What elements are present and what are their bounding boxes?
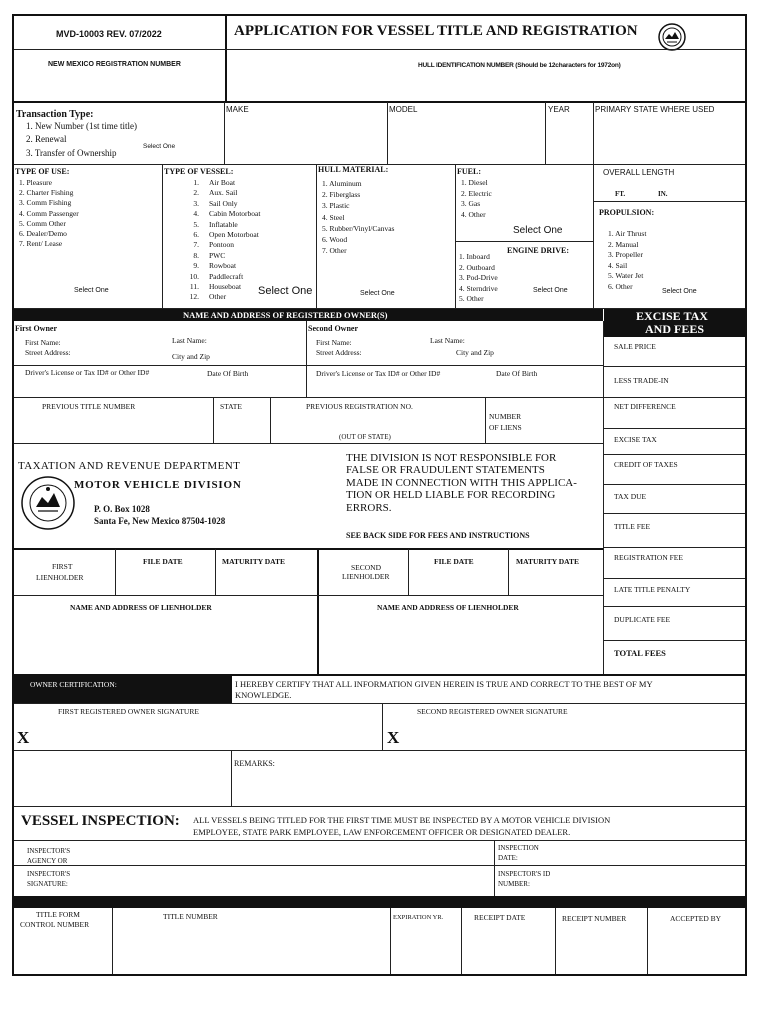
list-item[interactable]: 2. Charter Fishing [19,188,74,198]
taxation-department: TAXATION AND REVENUE DEPARTMENT [18,460,241,472]
list-item[interactable]: 4. Sail [608,260,628,270]
list-item[interactable]: 4. Other [461,209,486,219]
list-item[interactable]: PWC [209,250,226,260]
certification-text-1: I HEREBY CERTIFY THAT ALL INFORMATION GIVEN HEREIN IS TRUE AND CORRECT TO THE BEST OF MY [235,679,653,689]
list-item[interactable]: Paddlecraft [209,271,244,281]
sale-price-label[interactable]: SALE PRICE [614,342,656,351]
owner-certification-label: OWNER CERTIFICATION: [30,680,117,689]
see-back-side: SEE BACK SIDE FOR FEES AND INSTRUCTIONS [346,531,530,540]
duplicate-fee-label[interactable]: DUPLICATE FEE [614,615,671,624]
length-ft-label: FT. [615,190,626,198]
list-item[interactable]: Sail Only [209,198,238,208]
remarks-label[interactable]: REMARKS: [234,759,275,768]
primary-state-label: PRIMARY STATE WHERE USED [595,105,715,114]
title-number-label: TITLE NUMBER [163,912,218,921]
accepted-by-label: ACCEPTED BY [670,914,722,923]
liability-notice: THE DIVISION IS NOT RESPONSIBLE FOR FALSE OR FRAUDULENT STATEMENTS MADE IN CONNECTION WITH THIS APPLICA- TION OR HELD LIABLE FOR RECORDING ERRORS. [346,452,577,514]
late-title-penalty-label[interactable]: LATE TITLE PENALTY [614,585,691,594]
transaction-select[interactable]: Select One [143,143,176,150]
type-of-use-select[interactable]: Select One [74,287,109,294]
number-of-liens-1: NUMBER [489,412,522,421]
list-item[interactable]: 3. Pod-Drive [459,273,498,282]
first-signature-x[interactable]: X [17,728,30,747]
tax-due-label[interactable]: TAX DUE [614,492,647,501]
first-owner-first-name[interactable]: First Name: [25,338,61,347]
first-owner-title: First Owner [15,324,57,333]
type-of-vessel-numbers: 1. 2. 3. 4. 5. 6. 7. 8. 9. 10. 11. 12. [189,178,199,302]
excise-tax-label[interactable]: EXCISE TAX [614,435,657,444]
number-of-liens-2: OF LIENS [489,423,522,432]
list-item[interactable]: Inflatable [209,219,238,229]
hull-material-list [322,178,394,256]
first-file-date-label: FILE DATE [143,557,183,566]
control-number-label: CONTROL NUMBER [20,920,90,929]
total-fees-label[interactable]: TOTAL FEES [614,648,666,658]
title-fee-label[interactable]: TITLE FEE [614,522,651,531]
less-trade-in-label[interactable]: LESS TRADE-IN [614,376,669,385]
hull-material-label: HULL MATERIAL: [318,165,389,174]
expiration-year-label: EXPIRATION YR. [393,914,444,921]
transaction-option-3[interactable]: 3. Transfer of Ownership [26,148,117,158]
type-of-vessel-list [209,178,260,303]
list-item[interactable]: 3. Comm Fishing [19,198,72,208]
list-item[interactable]: 3. Propeller [608,250,643,260]
second-owner-last-name[interactable]: Last Name: [430,336,465,345]
second-owner-dob[interactable]: Date Of Birth [496,369,538,378]
second-owner-signature-label: SECOND REGISTERED OWNER SIGNATURE [417,707,568,716]
inspection-text-2: EMPLOYEE, STATE PARK EMPLOYEE, LAW ENFORCEMENT OFFICER OR DESIGNATED DEALER. [193,827,571,837]
state-seal-icon [657,22,687,52]
list-item[interactable]: 4. Comm Passenger [19,208,79,218]
list-item[interactable]: 3. Plastic [322,201,350,211]
transaction-option-2[interactable]: 2. Renewal [26,134,67,144]
second-signature-x[interactable]: X [387,728,400,747]
list-item[interactable]: 2. Electric [461,188,492,198]
second-owner-city[interactable]: City and Zip [456,348,494,357]
motor-vehicle-division: MOTOR VEHICLE DIVISION [74,479,242,491]
first-lienholder-name-address[interactable]: NAME AND ADDRESS OF LIENHOLDER [70,603,212,612]
list-item[interactable]: 6. Dealer/Demo [19,229,67,239]
santa-fe-address: Santa Fe, New Mexico 87504-1028 [94,516,226,526]
footer-divider-bar [14,896,745,908]
second-lienholder-2: LIENHOLDER [342,572,390,581]
vessel-inspection-title: VESSEL INSPECTION: [21,813,180,829]
list-item[interactable]: 3. Gas [461,199,481,208]
first-owner-signature-label: FIRST REGISTERED OWNER SIGNATURE [58,707,199,716]
list-item[interactable]: Aux. Sail [209,188,238,198]
inspector-id-1: INSPECTOR'S ID [498,870,551,878]
inspection-text-1: ALL VESSELS BEING TITLED FOR THE FIRST TIME MUST BE INSPECTED BY A MOTOR VEHICLE DIVISION [193,815,611,825]
title-form-label: TITLE FORM [36,910,80,919]
state-label: STATE [220,402,242,411]
year-label: YEAR [548,105,570,114]
second-lienholder-name-address[interactable]: NAME AND ADDRESS OF LIENHOLDER [377,603,519,612]
list-item[interactable]: Rowboat [209,261,237,271]
propulsion-label: PROPULSION: [599,208,655,217]
first-owner-dob[interactable]: Date Of Birth [207,369,249,378]
length-in-label: IN. [658,190,668,198]
inspection-date-2: DATE: [498,854,518,862]
mvd-seal-icon [20,475,76,531]
second-lienholder-1: SECOND [351,563,382,572]
list-item[interactable]: 5. Rubber/Vinyl/Canvas [322,223,395,233]
list-item[interactable]: 5. Water Jet [608,271,644,281]
net-difference-label[interactable]: NET DIFFERENCE [614,402,676,411]
second-owner-title: Second Owner [308,324,358,333]
list-item[interactable]: 4. Sterndrive [459,283,498,293]
model-label: MODEL [389,105,418,114]
list-item[interactable]: 1. Air Thrust [608,229,647,238]
type-of-vessel-label: TYPE OF VESSEL: [164,167,234,176]
receipt-number-label: RECEIPT NUMBER [562,914,627,923]
fuel-label: FUEL: [457,167,481,176]
list-item[interactable]: 6. Wood [322,235,348,245]
inspection-date-1: INSPECTION [498,844,539,852]
first-owner-city[interactable]: City and Zip [172,352,210,361]
excise-title-2: AND FEES [645,322,705,336]
list-item[interactable]: 4. Steel [322,212,345,222]
transaction-option-1[interactable]: 1. New Number (1st time title) [26,121,137,131]
list-item[interactable]: 6. Other [608,281,633,291]
list-item[interactable]: 1. Diesel [461,178,488,187]
list-item[interactable]: 2. Fiberglass [322,190,361,200]
first-owner-license[interactable]: Driver's License or Tax ID# or Other ID# [25,368,150,377]
hull-id-label: HULL IDENTIFICATION NUMBER (Should be 12characters for 1972on) [418,62,621,69]
overall-length-label: OVERALL LENGTH [603,168,675,177]
hull-material-select[interactable]: Select One [360,290,395,297]
certification-text-2: KNOWLEDGE. [235,690,292,700]
engine-drive-select[interactable]: Select One [533,287,568,294]
second-owner-street[interactable]: Street Address: [316,348,362,357]
inspector-agency-1: INSPECTOR'S [27,847,71,855]
transaction-type-label: Transaction Type: [16,109,94,120]
form-number: MVD-10003 REV. 07/2022 [56,29,162,39]
fuel-list [461,178,492,220]
list-item[interactable]: Houseboat [209,282,242,292]
receipt-date-label: RECEIPT DATE [474,913,526,922]
propulsion-select[interactable]: Select One [662,288,697,295]
form-title: APPLICATION FOR VESSEL TITLE AND REGISTRATION [234,23,638,39]
list-item[interactable]: Open Motorboat [209,230,259,240]
propulsion-list [608,229,646,293]
list-item[interactable]: 1. Pleasure [19,178,52,187]
list-item[interactable]: Cabin Motorboat [209,209,261,219]
list-item[interactable]: 1. Aluminum [322,179,362,188]
excise-title-1: EXCISE TAX [636,309,708,323]
list-item[interactable]: 5. Comm Other [19,218,66,228]
previous-title-label: PREVIOUS TITLE NUMBER [42,402,136,411]
owners-header-text: NAME AND ADDRESS OF REGISTERED OWNER(S) [183,310,388,320]
list-item[interactable]: Pontoon [209,240,235,250]
registration-fee-label[interactable]: REGISTRATION FEE [614,553,683,562]
list-item[interactable]: Other [209,292,227,302]
type-of-vessel-select[interactable]: Select One [258,285,313,297]
list-item[interactable]: 7. Other [322,246,347,256]
inspector-signature-1: INSPECTOR'S [27,870,71,878]
list-item[interactable]: Air Boat [209,178,236,187]
engine-drive-list [459,252,498,305]
second-file-date-label: FILE DATE [434,557,474,566]
list-item[interactable]: 2. Manual [608,239,639,249]
list-item[interactable]: 2. Outboard [459,262,495,272]
first-owner-street[interactable]: Street Address: [25,348,71,357]
type-of-use-label: TYPE OF USE: [15,167,70,176]
credit-of-taxes-label[interactable]: CREDIT OF TAXES [614,460,678,469]
nm-registration-label: NEW MEXICO REGISTRATION NUMBER [48,61,181,68]
list-item[interactable]: 7. Rent/ Lease [19,239,63,249]
first-owner-last-name[interactable]: Last Name: [172,336,207,345]
inspector-agency-2: AGENCY OR [27,857,68,864]
first-maturity-date-label: MATURITY DATE [222,557,285,566]
list-item[interactable]: 1. Inboard [459,252,490,261]
po-box: P. O. Box 1028 [94,504,150,514]
out-of-state-label: (OUT OF STATE) [339,433,391,441]
list-item[interactable]: 5. Other [459,294,484,303]
previous-registration-label: PREVIOUS REGISTRATION NO. [306,402,413,411]
engine-drive-label: ENGINE DRIVE: [507,246,570,255]
inspector-signature-2: SIGNATURE: [27,880,68,888]
type-of-use-list [19,178,79,249]
first-lienholder-2: LIENHOLDER [36,573,84,582]
second-owner-first-name[interactable]: First Name: [316,338,352,347]
second-owner-license[interactable]: Driver's License or Tax ID# or Other ID# [316,369,441,378]
fuel-select[interactable]: Select One [513,225,563,236]
first-lienholder-1: FIRST [52,562,73,571]
inspector-id-2: NUMBER: [498,880,530,888]
make-label: MAKE [226,105,249,114]
second-maturity-date-label: MATURITY DATE [516,557,579,566]
